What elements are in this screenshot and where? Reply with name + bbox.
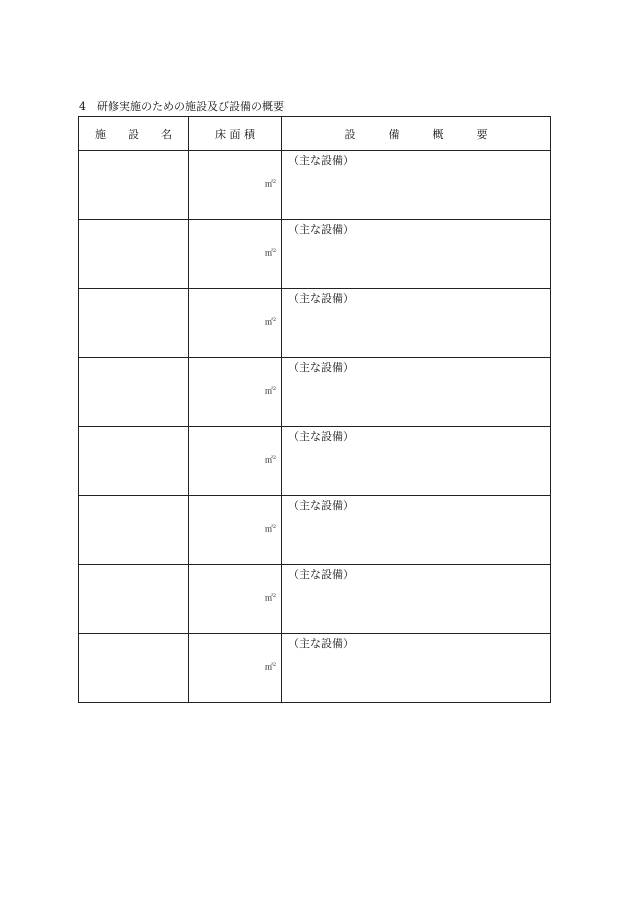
floor-area-cell[interactable]	[189, 289, 282, 358]
area-unit-symbol: ㎡	[264, 386, 273, 396]
area-unit-symbol: ㎡	[264, 524, 273, 534]
floor-area-cell[interactable]	[189, 151, 282, 220]
main-equipment-label: （主な設備）	[288, 154, 354, 167]
area-unit-exponent: 2	[272, 455, 276, 461]
equipment-summary-cell[interactable]	[282, 634, 551, 703]
header-floor-area: 床 面 積	[189, 117, 282, 151]
area-unit-exponent: 2	[272, 662, 276, 668]
area-unit	[265, 384, 276, 397]
area-unit-symbol: ㎡	[264, 593, 273, 603]
facility-name-cell[interactable]	[79, 496, 189, 565]
area-unit	[265, 453, 276, 466]
table-header-row	[79, 117, 551, 151]
floor-area-cell[interactable]	[189, 634, 282, 703]
equipment-summary-cell[interactable]	[282, 496, 551, 565]
facility-name-cell[interactable]	[79, 220, 189, 289]
floor-area-cell[interactable]	[189, 220, 282, 289]
main-equipment-label: （主な設備）	[288, 361, 354, 374]
table-row	[79, 151, 551, 220]
section-number: 4	[79, 100, 86, 113]
area-unit-symbol: ㎡	[264, 455, 273, 465]
equipment-summary-cell[interactable]	[282, 358, 551, 427]
area-unit-symbol: ㎡	[264, 248, 273, 258]
area-unit-exponent: 2	[272, 317, 276, 323]
facility-name-cell[interactable]	[79, 634, 189, 703]
table-row	[79, 496, 551, 565]
facility-name-cell[interactable]	[79, 427, 189, 496]
facility-name-cell[interactable]	[79, 565, 189, 634]
area-unit-exponent: 2	[272, 248, 276, 254]
main-equipment-label: （主な設備）	[288, 223, 354, 236]
area-unit	[265, 660, 276, 673]
floor-area-cell[interactable]	[189, 496, 282, 565]
section-title-text: 研修実施のための施設及び設備の概要	[97, 100, 284, 113]
area-unit	[265, 522, 276, 535]
facility-name-cell[interactable]	[79, 289, 189, 358]
area-unit-exponent: 2	[272, 386, 276, 392]
equipment-summary-cell[interactable]	[282, 565, 551, 634]
table-row	[79, 220, 551, 289]
area-unit-exponent: 2	[272, 179, 276, 185]
area-unit-exponent: 2	[272, 593, 276, 599]
equipment-summary-cell[interactable]	[282, 220, 551, 289]
header-equipment-summary: 設 備 概 要	[282, 117, 551, 151]
area-unit-exponent: 2	[272, 524, 276, 530]
main-equipment-label: （主な設備）	[288, 568, 354, 581]
equipment-summary-cell[interactable]	[282, 289, 551, 358]
main-equipment-label: （主な設備）	[288, 292, 354, 305]
floor-area-cell[interactable]	[189, 427, 282, 496]
area-unit	[265, 315, 276, 328]
main-equipment-label: （主な設備）	[288, 430, 354, 443]
facilities-table	[78, 116, 551, 703]
area-unit	[265, 246, 276, 259]
table-row	[79, 289, 551, 358]
table-row	[79, 358, 551, 427]
facility-name-cell[interactable]	[79, 151, 189, 220]
area-unit-symbol: ㎡	[264, 662, 273, 672]
facility-name-cell[interactable]	[79, 358, 189, 427]
table-row	[79, 427, 551, 496]
area-unit-symbol: ㎡	[264, 317, 273, 327]
main-equipment-label: （主な設備）	[288, 499, 354, 512]
header-facility-name: 施 設 名	[79, 117, 189, 151]
main-equipment-label: （主な設備）	[288, 637, 354, 650]
equipment-summary-cell[interactable]	[282, 151, 551, 220]
floor-area-cell[interactable]	[189, 565, 282, 634]
area-unit	[265, 177, 276, 190]
section-title	[79, 100, 284, 114]
table-row	[79, 634, 551, 703]
area-unit	[265, 591, 276, 604]
equipment-summary-cell[interactable]	[282, 427, 551, 496]
area-unit-symbol: ㎡	[264, 179, 273, 189]
floor-area-cell[interactable]	[189, 358, 282, 427]
table-row	[79, 565, 551, 634]
